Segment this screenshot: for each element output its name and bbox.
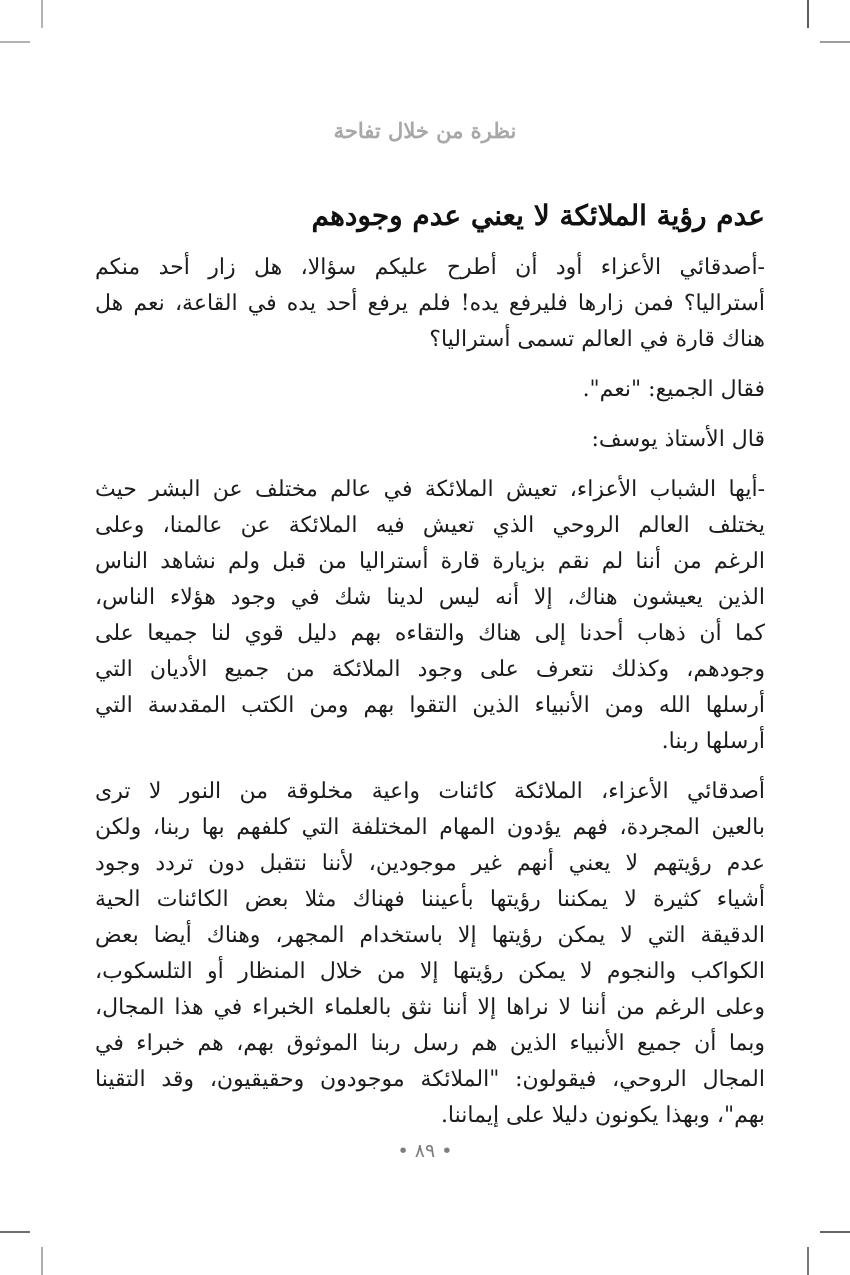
text-line: فقال الجميع: "نعم".	[582, 377, 765, 402]
text-line: وجودهم، وكذلك نتعرف على وجود الملائكة من جميع الأديان التي	[95, 657, 765, 682]
paragraph	[95, 472, 765, 760]
crop-mark-top-right-vertical	[807, 0, 809, 28]
paragraph	[95, 372, 765, 408]
text-line: -أيها الشباب الأعزاء، تعيش الملائكة في عالم مختلف عن البشر حيث	[95, 477, 765, 502]
crop-mark-bottom-left-vertical	[41, 1247, 43, 1275]
crop-mark-top-left-vertical	[41, 0, 43, 28]
running-header: نظرة من خلال تفاحة	[333, 118, 517, 143]
section-title: عدم رؤية الملائكة لا يعني عدم وجودهم	[311, 199, 765, 232]
text-line: أصدقائي الأعزاء، الملائكة كائنات واعية مخلوقة من النور لا ترى	[95, 779, 765, 804]
paragraph	[95, 250, 765, 358]
crop-mark-top-left-horizontal	[0, 41, 30, 43]
text-line: يختلف العالم الروحي الذي تعيش فيه الملائكة عن عالمنا، وعلى	[95, 513, 765, 538]
text-line: أرسلها الله ومن الأنبياء الذين التقوا بهم ومن الكتب المقدسة التي	[95, 693, 765, 718]
text-line: أرسلها ربنا.	[661, 729, 765, 754]
text-line: وعلى الرغم من أننا لا نراها إلا أننا نثق بالعلماء الخبراء في هذا المجال،	[95, 995, 765, 1020]
crop-mark-bottom-right-horizontal	[820, 1231, 850, 1233]
page-content	[95, 196, 765, 1134]
body-text	[95, 250, 765, 1134]
text-line: الكواكب والنجوم لا يمكن رؤيتها إلا من خلال المنظار أو التلسكوب،	[95, 959, 765, 984]
crop-mark-bottom-left-horizontal	[0, 1231, 30, 1233]
text-line: الرغم من أننا لم نقم بزيارة قارة أستراليا من قبل ولم نشاهد الناس	[95, 549, 765, 574]
text-line: الذين يعيشون هناك، إلا أنه ليس لدينا شك في وجود هؤلاء الناس،	[95, 585, 765, 610]
text-line: بالعين المجردة، فهم يؤدون المهام المختلفة التي كلفهم بها ربنا، ولكن	[95, 815, 765, 840]
text-line: قال الأستاذ يوسف:	[591, 427, 765, 452]
text-line: أستراليا؟ فمن زارها فليرفع يده! فلم يرفع أحد يده في القاعة، نعم هل	[95, 291, 765, 316]
paragraph	[95, 774, 765, 1134]
text-line: هناك قارة في العالم تسمى أستراليا؟	[429, 327, 765, 352]
text-line: بهم"، وبهذا يكونون دليلا على إيماننا.	[440, 1103, 765, 1128]
text-line: عدم رؤيتهم لا يعني أنهم غير موجودين، لأننا نتقبل دون تردد وجود	[95, 851, 765, 876]
paragraph	[95, 422, 765, 458]
crop-mark-top-right-horizontal	[820, 41, 850, 43]
text-line: -أصدقائي الأعزاء أود أن أطرح عليكم سؤالا، هل زار أحد منكم	[95, 255, 765, 280]
text-line: أشياء كثيرة لا يمكننا رؤيتها بأعيننا فهناك مثلا بعض الكائنات الحية	[95, 887, 765, 912]
page-number: • ٨٩ •	[397, 1140, 453, 1162]
text-line: وبما أن جميع الأنبياء الذين هم رسل ربنا الموثوق بهم، هم خبراء في	[95, 1031, 765, 1056]
text-line: الدقيقة التي لا يمكن رؤيتها إلا باستخدام المجهر، وهناك أيضا بعض	[95, 923, 765, 948]
text-line: المجال الروحي، فيقولون: "الملائكة موجودون وحقيقيون، وقد التقينا	[95, 1067, 765, 1092]
crop-mark-bottom-right-vertical	[807, 1247, 809, 1275]
text-line: كما أن ذهاب أحدنا إلى هناك والتقاءه بهم دليل قوي لنا جميعا على	[95, 621, 765, 646]
